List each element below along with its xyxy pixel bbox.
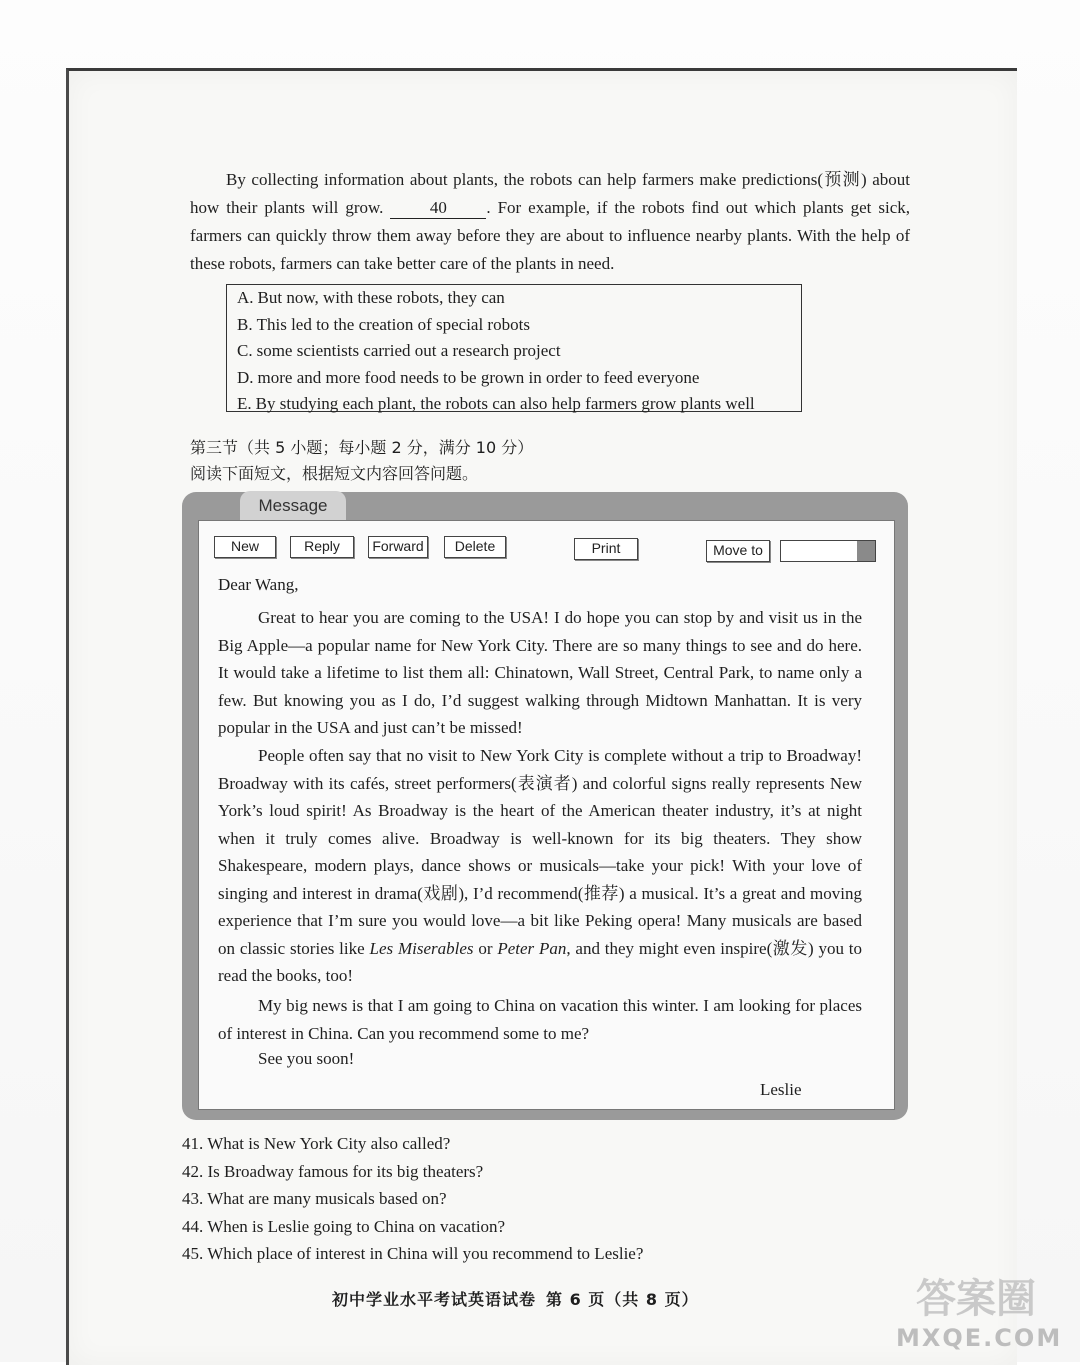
letter-signature: Leslie [760,1080,802,1099]
passage-text-continued: . For example, if the robots find out which plants get sick, farmers can quickly throw them away before they are about to influence nearby plants. With the help of these robots, farmers can take better care of the plants in need. [190,198,910,273]
book-title-1: Les Miserables [369,938,474,958]
watermark-logo [896,1272,1063,1356]
watermark-mark: 答案圈 [916,1276,1036,1322]
option-b: B. This led to the creation of special robots [237,314,530,334]
option-d: D. more and more food needs to be grown in order to feed everyone [237,367,700,387]
print-button[interactable]: Print [574,538,638,560]
question-45: 45. Which place of interest in China will you recommend to Leslie? [182,1244,644,1263]
letter-paragraph-3: My big news is that I am going to China on vacation this winter. I am looking for places of interest in China. Can you recommend some to me? [218,996,862,1043]
delete-button[interactable]: Delete [444,536,506,558]
new-button[interactable]: New [214,536,276,558]
forward-button[interactable]: Forward [368,536,428,558]
page-footer: 初中学业水平考试英语试卷 第 6 页（共 8 页） [332,1290,699,1309]
question-44: 44. When is Leslie going to China on vacation? [182,1217,506,1236]
letter-greeting: Dear Wang, [218,575,299,594]
blank-40: 40 [390,198,486,219]
passage-text: By collecting information about plants, the robots can help farmers make predictions(预测) about how their plants will grow. [190,170,910,217]
question-41: 41. What is New York City also called? [182,1134,451,1153]
reply-button[interactable]: Reply [290,536,354,558]
options-box [226,284,802,412]
message-tab[interactable]: Message [240,491,346,521]
letter-closing: See you soon! [258,1049,355,1068]
question-43: 43. What are many musicals based on? [182,1189,447,1208]
letter-paragraph-1: Great to hear you are coming to the USA! I do hope you can stop by and visit us in the Big Apple—a popular name for New York City. There are so many things to see and do here. It would take a lifetime to list them all: Chinatown, Wall Street, Central Park, to name only a few. But knowing you as I do, I’d suggest walking through Midtown Manhattan. It is very popular in the USA and just can’t be missed! [218,608,862,737]
question-42: 42. Is Broadway famous for its big theaters? [182,1162,484,1181]
section-title: 第三节（共 5 小题；每小题 2 分，满分 10 分） [190,438,534,457]
option-a: A. But now, with these robots, they can [237,288,505,307]
section-instruction: 阅读下面短文，根据短文内容回答问题。 [190,464,479,483]
passage-paragraph [190,166,910,278]
move-to-dropdown[interactable] [780,540,876,562]
watermark-text: MXQE.COM [896,1324,1063,1352]
option-c: C. some scientists carried out a research project [237,341,561,360]
option-e: E. By studying each plant, the robots can also help farmers grow plants well [237,394,755,413]
move-to-button[interactable]: Move to [706,540,770,562]
letter-paragraph-2: People often say that no visit to New York City is complete without a trip to Broadway! Broadway with its cafés, street performers(表演者) and colorful signs really represents New York’s loud spirit! As Broadway is the heart of the American theater industry, it’s at night when it truly comes alive. Broadway is well-known for its big theaters. They show Shakespeare, modern plays, dance shows or musicals—take your pick! With your love of singing and interest in drama(戏剧), I’d recommend(推荐) a musical. It’s a great and moving experience that I’m sure you would love—a bit like Peking opera! Many musicals are based on classic stories like Les Miserables or Peter Pan, and they might even inspire(激发) you to read the books, too! [218,746,862,985]
book-title-2: Peter Pan [497,938,567,958]
chevron-down-icon[interactable] [857,541,875,561]
